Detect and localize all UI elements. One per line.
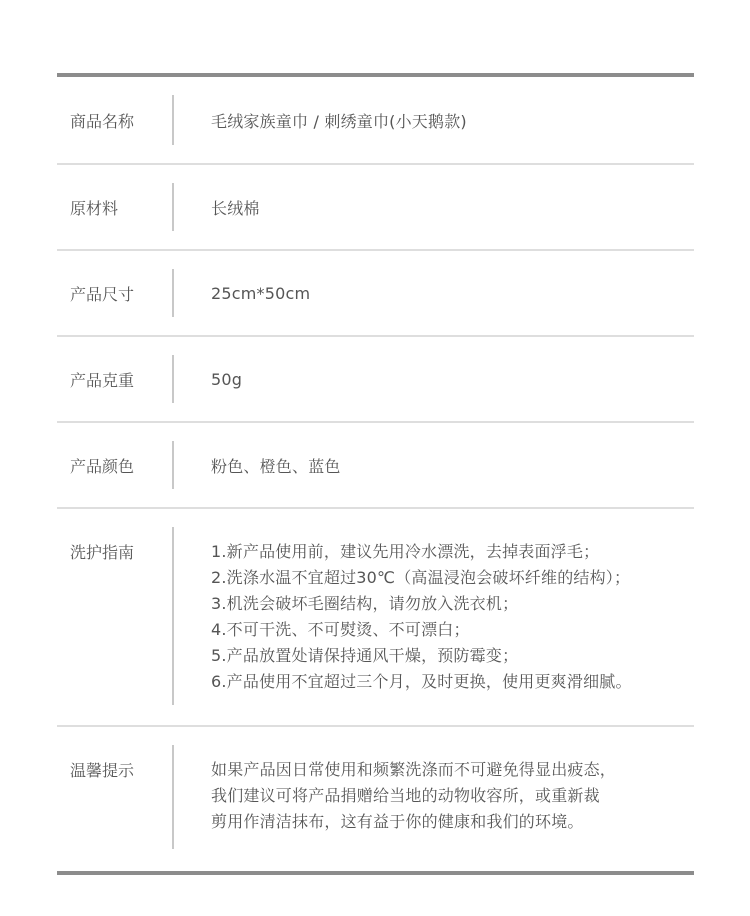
- spec-label: 洗护指南: [70, 543, 135, 562]
- spec-value: 50g: [211, 369, 243, 389]
- spec-label: 产品克重: [70, 370, 135, 390]
- tips-line: 如果产品因日常使用和频繁洗涤而不可避免得显出疲态，: [211, 760, 617, 779]
- spec-label: 商品名称: [70, 111, 135, 131]
- spec-value: 长绒棉: [211, 198, 260, 218]
- care-guide-item: 6.产品使用不宜超过三个月，及时更换，使用更爽滑细腻。: [211, 672, 632, 691]
- spec-row-size: [57, 251, 694, 337]
- care-guide-list: [174, 539, 632, 695]
- spec-value: 毛绒家族童巾 / 刺绣童巾(小天鹅款): [211, 111, 467, 131]
- spec-row-weight: [57, 337, 694, 423]
- spec-label: 产品尺寸: [70, 284, 135, 304]
- spec-row-material: [57, 165, 694, 251]
- spec-label: 产品颜色: [70, 456, 135, 476]
- product-spec-table: [57, 73, 694, 875]
- spec-row-color: [57, 423, 694, 509]
- care-guide-item: 4.不可干洗、不可熨烫、不可漂白；: [211, 620, 470, 639]
- spec-row-tips: [57, 727, 694, 871]
- spec-label: 原材料: [70, 198, 119, 218]
- tips-line: 剪用作清洁抹布，这有益于你的健康和我们的环境。: [211, 812, 584, 831]
- spec-row-product-name: [57, 77, 694, 165]
- spec-row-care-guide: [57, 509, 694, 727]
- care-guide-item: 5.产品放置处请保持通风干燥，预防霉变；: [211, 646, 519, 665]
- table-bottom-border: [57, 871, 694, 875]
- tips-paragraph: [174, 757, 616, 835]
- spec-label: 温馨提示: [70, 761, 135, 780]
- spec-value: 粉色、橙色、蓝色: [211, 456, 341, 476]
- tips-line: 我们建议可将产品捐赠给当地的动物收容所，或重新裁: [211, 786, 600, 805]
- care-guide-item: 1.新产品使用前，建议先用冷水漂洗，去掉表面浮毛；: [211, 542, 600, 561]
- care-guide-item: 2.洗涤水温不宜超过30℃（高温浸泡会破坏纤维的结构）；: [211, 568, 631, 587]
- care-guide-item: 3.机洗会破坏毛圈结构，请勿放入洗衣机；: [211, 594, 519, 613]
- spec-value: 25cm*50cm: [211, 283, 311, 303]
